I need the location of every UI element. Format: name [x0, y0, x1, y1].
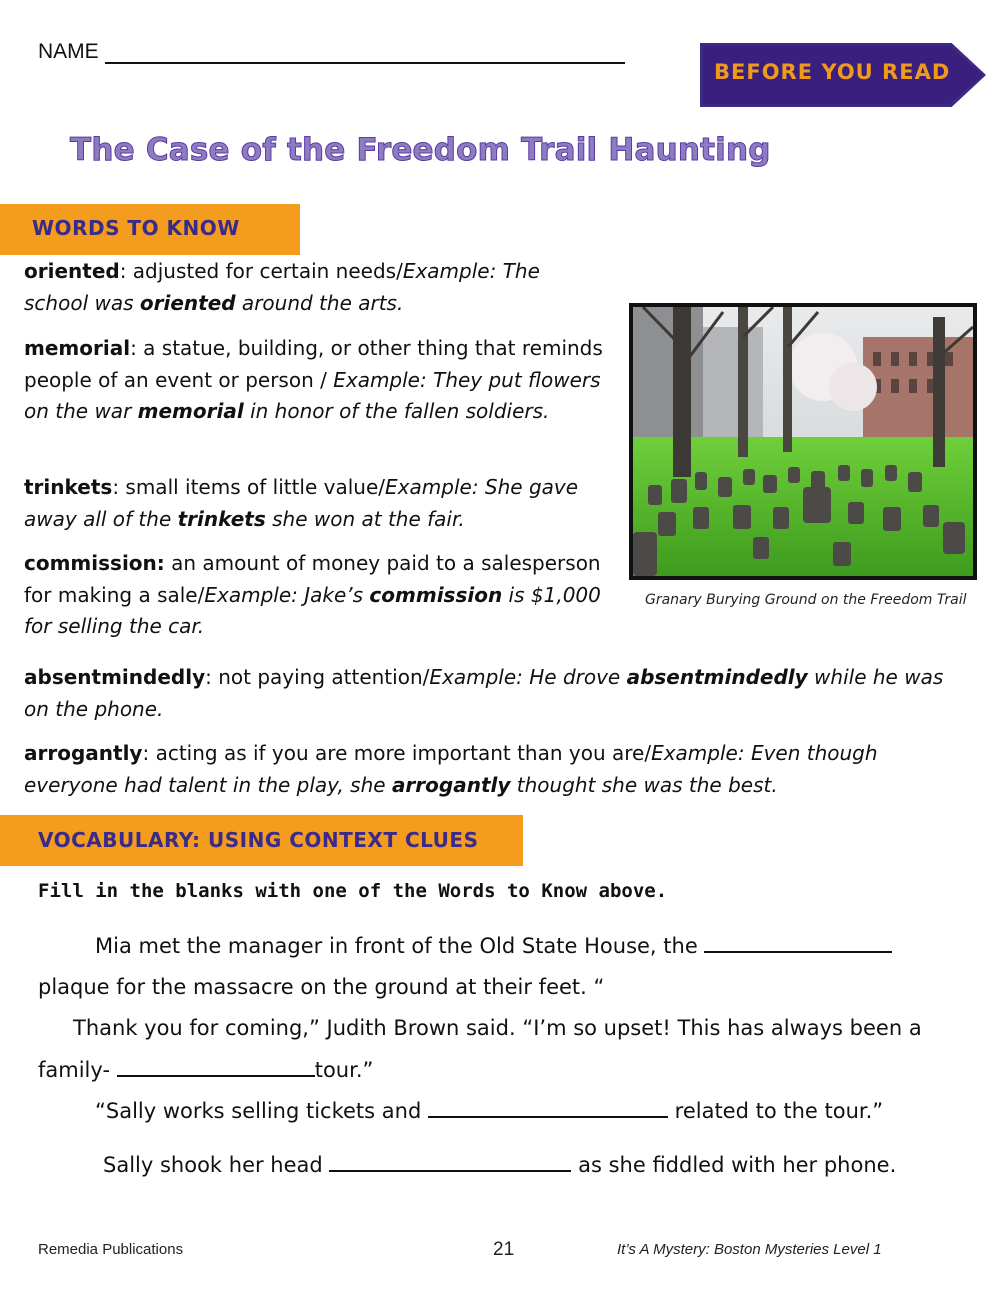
fill-line-2: plaque for the massacre on the ground at their feet. “: [38, 975, 605, 999]
vocab-term: absentmindedly: [24, 665, 206, 689]
footer-series: It’s A Mystery: Boston Mysteries Level 1: [617, 1241, 882, 1258]
photo-caption: Granary Burying Ground on the Freedom Trail: [645, 592, 967, 608]
fill-line-3: Thank you for coming,” Judith Brown said. “I’m so upset! This has always been a: [73, 1016, 922, 1040]
blank-1[interactable]: [704, 933, 892, 953]
vocab-entry-absentmindedly: absentmindedly: not paying attention/Example: He drove absentmindedly while he was on the phone.: [24, 665, 944, 721]
before-you-read-label: BEFORE YOU READ: [714, 60, 951, 84]
blank-2[interactable]: [117, 1057, 315, 1077]
page-number: 21: [493, 1239, 515, 1260]
graveyard-photo: [633, 307, 973, 576]
fill-line-1: Mia met the manager in front of the Old State House, the: [95, 933, 892, 958]
name-field[interactable]: [105, 62, 625, 64]
vocabulary-heading: VOCABULARY: USING CONTEXT CLUES: [38, 828, 479, 852]
vocab-term: commission:: [24, 551, 165, 575]
words-to-know-heading: WORDS TO KNOW: [32, 216, 240, 240]
blank-3[interactable]: [428, 1098, 668, 1118]
page-title: The Case of the Freedom Trail Haunting: [70, 132, 771, 168]
vocab-term: oriented: [24, 259, 120, 283]
instructions: Fill in the blanks with one of the Words to Know above.: [38, 880, 668, 902]
blank-4[interactable]: [329, 1152, 571, 1172]
footer-publisher: Remedia Publications: [38, 1241, 184, 1258]
vocab-entry-oriented: oriented: adjusted for certain needs/Example: The school was oriented around the arts.: [24, 259, 540, 315]
fill-line-5: “Sally works selling tickets and related to the tour.”: [95, 1099, 884, 1123]
fill-line-4: family- tour.”: [38, 1058, 374, 1082]
fill-line-6: Sally shook her head as she fiddled with her phone.: [103, 1153, 897, 1177]
vocab-term: trinkets: [24, 475, 113, 499]
vocab-entry-trinkets: trinkets: small items of little value/Example: She gave away all of the trinkets she won at the fair.: [24, 475, 579, 531]
name-label: NAME: [38, 40, 99, 63]
vocab-entry-memorial: memorial: a statue, building, or other thing that reminds people of an event or person / Example: They put flowers on the war memorial in honor of the fallen soldiers.: [24, 336, 603, 423]
vocab-term: memorial: [24, 336, 131, 360]
vocab-term: arrogantly: [24, 741, 143, 765]
vocab-entry-commission: commission: an amount of money paid to a salesperson for making a sale/Example: Jake’s commission is $1,000 for selling the car.: [24, 551, 601, 638]
vocab-entry-arrogantly: arrogantly: acting as if you are more important than you are/Example: Even though everyone had talent in the play, she arrogantly thought she was the best.: [24, 741, 878, 797]
